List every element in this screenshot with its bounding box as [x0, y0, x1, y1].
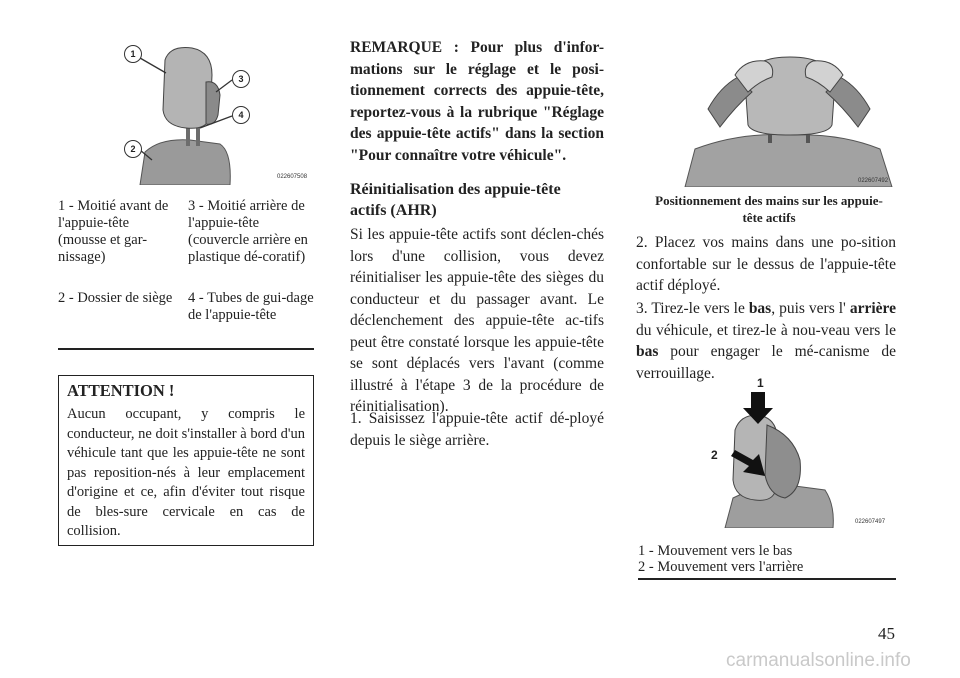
- legend-item-1: 1 - Moitié avant de l'appuie-tête (mousse et gar-nissage): [58, 198, 169, 265]
- hands-on-headrest-illustration: [680, 37, 898, 187]
- legend-divider: [638, 578, 896, 580]
- page-number: 45: [878, 624, 895, 643]
- remarque-note: REMARQUE : Pour plus d'infor-mations sur le réglage et le posi-tionnement corrects des appuie-tête, reportez-vous à la rubrique "Réglage des appuie-tête actifs" dans la section "Pour connaître votre véhicule".: [350, 39, 604, 164]
- step-3-text: du véhicule, et tirez-le à nou-veau vers le: [636, 321, 896, 339]
- movement-figure: [705, 376, 897, 528]
- figure-caption: Positionnement des mains sur les appuie-tête actifs: [655, 193, 883, 225]
- arrow-label-1: 1: [757, 376, 764, 390]
- legend-item-2: 2 - Mouvement vers l'arrière: [638, 559, 804, 575]
- callout-2: 2: [124, 140, 142, 158]
- legend-item-1: 1 - Mouvement vers le bas: [638, 543, 793, 559]
- figure-code: 022607508: [277, 174, 308, 180]
- step-2: 2. Placez vos mains dans une po-sition confortable sur le dessus de l'appuie-tête actif déployé.: [636, 234, 896, 294]
- figure-code: 022607497: [855, 519, 886, 525]
- callout-1: 1: [124, 45, 142, 63]
- warning-title: ATTENTION !: [67, 381, 175, 400]
- arrow-label-2: 2: [711, 448, 718, 462]
- section-heading: Réinitialisation des appuie-tête actifs (AHR): [350, 181, 561, 219]
- legend-item-3: 3 - Moitié arrière de l'appuie-tête (couvercle arrière en plastique dé-coratif): [188, 198, 308, 265]
- paragraph-reset-intro: Si les appuie-tête actifs sont déclen-chés lors d'une collision, vous devez réinitialiser les appuie-tête des sièges du conducteur et du passager avant. Le déclenchement des appuie-tête ac-tifs peut être constaté lorsque les appuie-tête se sont déplacés vers l'avant (comme illustré à l'étape 3 de la procédure de réinitialisation).: [350, 226, 604, 415]
- step-1: 1. Saisissez l'appuie-tête actif dé-ployé depuis le siège arrière.: [350, 410, 604, 449]
- step-3-emphasis-bas: bas: [636, 343, 659, 360]
- warning-text: Aucun occupant, y compris le conducteur, ne doit s'installer à bord d'un véhicule tant que les appuie-tête ne sont pas reposition-nés à leur emplacement d'origine et ce, afin d'éviter tout risque de bles-sure cervicale en cas de collision.: [67, 406, 305, 539]
- watermark: carmanualsonline.info: [726, 650, 911, 671]
- legend-item-2: 2 - Dossier de siège: [58, 290, 173, 306]
- callout-4: 4: [232, 106, 250, 124]
- warning-box: [58, 375, 314, 546]
- step-3-text: 3. Tirez-le vers le: [636, 300, 749, 317]
- figure-code: 022607492: [858, 178, 889, 184]
- legend-item-4: 4 - Tubes de gui-dage de l'appuie-tête: [188, 290, 314, 323]
- step-3-emphasis-bas: bas: [748, 300, 772, 317]
- hands-figure: [680, 37, 898, 187]
- step-3-text: , puis vers l': [771, 300, 850, 317]
- headrest-movement-illustration: [705, 380, 897, 528]
- step-3: [636, 298, 896, 384]
- step-3-emphasis-arriere: arrière: [849, 300, 896, 317]
- headrest-diagram-figure: [120, 40, 315, 185]
- step-3-text: pour engager le mé-canisme de verrouillage.: [636, 343, 896, 382]
- headrest-diagram: [120, 40, 315, 185]
- legend-divider: [58, 348, 314, 350]
- callout-3: 3: [232, 70, 250, 88]
